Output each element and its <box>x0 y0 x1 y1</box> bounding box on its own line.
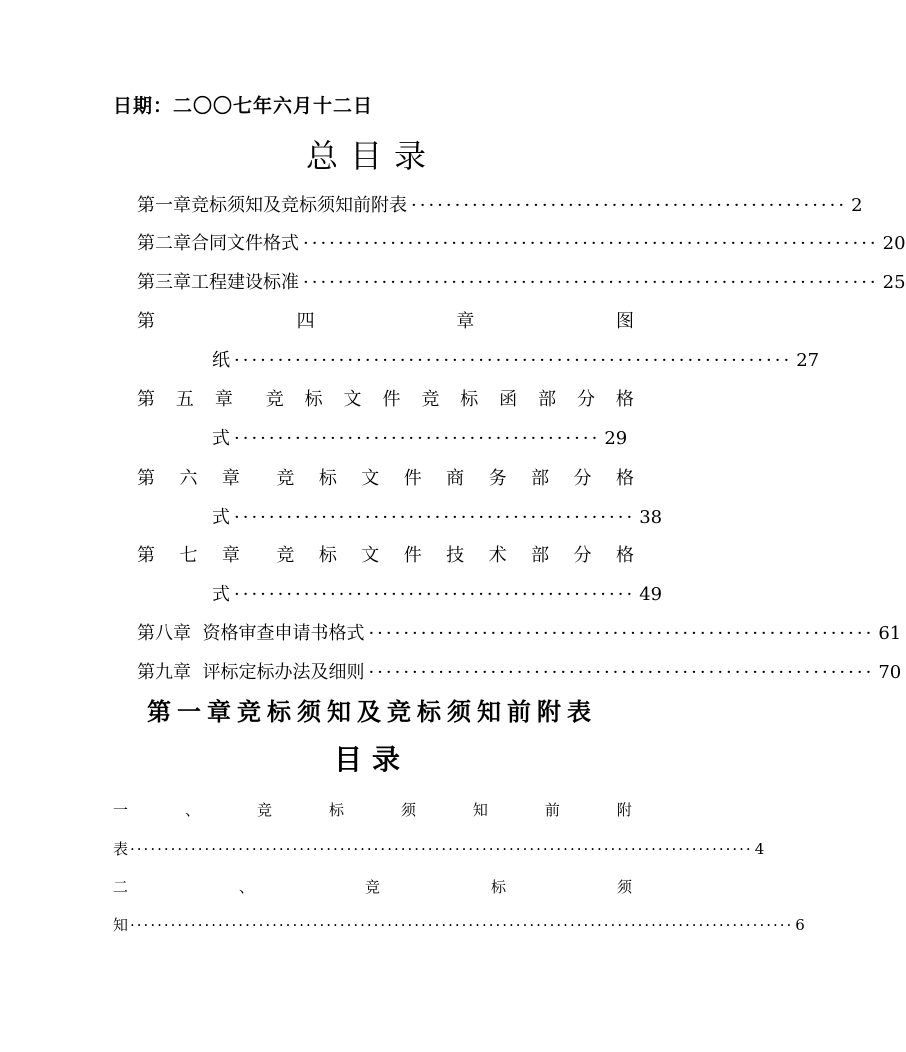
toc-char: 技 <box>446 545 465 566</box>
toc-char: 格 <box>615 468 634 489</box>
dot-leader: ·································································· <box>303 272 879 293</box>
toc-entry-ch4-cont[interactable] <box>212 347 820 375</box>
toc-char: 术 <box>488 545 507 566</box>
toc-char: 商 <box>446 468 465 489</box>
toc-char: 标 <box>328 801 344 819</box>
toc-char: 分 <box>573 545 592 566</box>
toc-page-number: 20 <box>882 233 906 254</box>
dot-leader: ·························································· <box>368 662 875 683</box>
dot-leader: ·············································· <box>234 584 636 605</box>
toc-char: 前 <box>544 801 560 819</box>
toc-char: 、 <box>184 801 200 819</box>
toc-char: 须 <box>616 878 632 896</box>
toc-entry-ch8[interactable] <box>137 620 902 648</box>
toc-page-number: 25 <box>882 272 906 293</box>
toc-page-number: 70 <box>878 662 902 683</box>
toc-page-number: 38 <box>639 507 663 528</box>
toc-page-number: 4 <box>754 840 765 858</box>
toc-char: 件 <box>403 545 422 566</box>
dot-leader: ·················································· <box>411 195 848 216</box>
toc-entry-label: 知 <box>113 916 129 934</box>
toc-char: 竞 <box>276 545 295 566</box>
dot-leader: ···························································································· <box>130 840 753 858</box>
toc-entry-label: 表 <box>113 840 129 858</box>
toc-page-number: 27 <box>796 350 820 371</box>
toc-char: 部 <box>531 468 550 489</box>
toc-char: 二 <box>113 878 129 896</box>
toc-char: 竞 <box>265 389 284 410</box>
toc-char: 标 <box>318 545 337 566</box>
dot-leader: ································································ <box>234 350 793 371</box>
toc-entry-label: 第九章 评标定标办法及细则 <box>137 662 365 683</box>
dot-leader: ·························································· <box>368 623 875 644</box>
toc-char: 分 <box>576 389 595 410</box>
toc-char: 章 <box>221 468 240 489</box>
toc-page-number: 61 <box>878 623 902 644</box>
section-subtitle: 目录 <box>333 743 410 776</box>
toc-char: 函 <box>499 389 518 410</box>
toc-char: 知 <box>472 801 488 819</box>
toc-char: 一 <box>113 801 129 819</box>
toc-char: 件 <box>403 468 422 489</box>
toc-entry-ch9[interactable] <box>137 659 902 687</box>
toc-entry-label: 第二章合同文件格式 <box>137 233 299 254</box>
toc-char: 第 <box>137 468 155 489</box>
toc-char: 格 <box>615 545 634 566</box>
dot-leader: ·············································· <box>234 507 636 528</box>
toc-page-number: 29 <box>604 428 628 449</box>
section-title: 第一章竞标须知及竞标须知前附表 <box>147 698 597 726</box>
toc-entry-ch7-cont[interactable] <box>212 581 663 609</box>
toc-char: 部 <box>531 545 550 566</box>
toc-char: 标 <box>304 389 323 410</box>
toc-entry-ch2[interactable] <box>137 230 906 258</box>
toc-char: 标 <box>460 389 479 410</box>
dot-leader: ·································································· <box>303 233 879 254</box>
toc-entry-ch7[interactable] <box>137 542 634 570</box>
toc-char: 竞 <box>256 801 272 819</box>
sub-toc-entry-2[interactable] <box>113 875 632 899</box>
toc-char: 标 <box>490 878 506 896</box>
toc-char: 须 <box>400 801 416 819</box>
toc-char: 五 <box>175 389 194 410</box>
toc-char: 竞 <box>421 389 440 410</box>
dot-leader: ·································································································· <box>130 916 794 934</box>
toc-entry-label: 第一章竞标须知及竞标须知前附表 <box>137 195 407 216</box>
toc-char: 分 <box>573 468 592 489</box>
toc-entry-label: 式 <box>212 428 230 449</box>
toc-char: 格 <box>615 389 634 410</box>
toc-char: 四 <box>296 311 315 332</box>
toc-entry-label: 式 <box>212 584 230 605</box>
toc-entry-ch3[interactable] <box>137 269 906 297</box>
sub-toc-entry-1[interactable] <box>113 798 632 822</box>
toc-char: 七 <box>179 545 198 566</box>
toc-char: 附 <box>616 801 632 819</box>
toc-char: 件 <box>382 389 401 410</box>
toc-entry-ch5[interactable] <box>137 386 634 414</box>
toc-page-number: 6 <box>795 916 805 934</box>
toc-char: 文 <box>361 468 380 489</box>
dot-leader: ·········································· <box>234 428 601 449</box>
toc-entry-label: 式 <box>212 507 230 528</box>
toc-char: 章 <box>221 545 240 566</box>
toc-entry-ch1[interactable] <box>137 192 863 220</box>
toc-entry-label: 纸 <box>212 350 230 371</box>
toc-entry-ch6-cont[interactable] <box>212 504 663 532</box>
toc-char: 竞 <box>276 468 295 489</box>
toc-char: 务 <box>488 468 507 489</box>
toc-entry-label: 第三章工程建设标准 <box>137 272 299 293</box>
toc-entry-ch6[interactable] <box>137 465 634 493</box>
toc-char: 第 <box>137 311 155 332</box>
toc-page-number: 49 <box>639 584 663 605</box>
toc-char: 六 <box>179 468 198 489</box>
toc-entry-label: 第八章 资格审查申请书格式 <box>137 623 365 644</box>
toc-char: 第 <box>137 389 155 410</box>
sub-toc-entry-1-cont[interactable] <box>113 837 765 861</box>
toc-char: 章 <box>214 389 233 410</box>
toc-char: 标 <box>318 468 337 489</box>
toc-char: 文 <box>343 389 362 410</box>
toc-page-number: 2 <box>851 195 863 216</box>
toc-char: 部 <box>538 389 557 410</box>
toc-char: 文 <box>361 545 380 566</box>
toc-entry-ch4[interactable] <box>137 308 634 336</box>
toc-char: 图 <box>615 311 634 332</box>
date-line: 日期：二〇〇七年六月十二日 <box>113 95 374 117</box>
toc-char: 、 <box>238 878 254 896</box>
toc-char: 第 <box>137 545 155 566</box>
main-title: 总目录 <box>305 137 438 175</box>
toc-char: 章 <box>456 311 475 332</box>
toc-entry-ch5-cont[interactable] <box>212 425 628 453</box>
sub-toc-entry-2-cont[interactable] <box>113 913 805 937</box>
toc-char: 竞 <box>364 878 380 896</box>
